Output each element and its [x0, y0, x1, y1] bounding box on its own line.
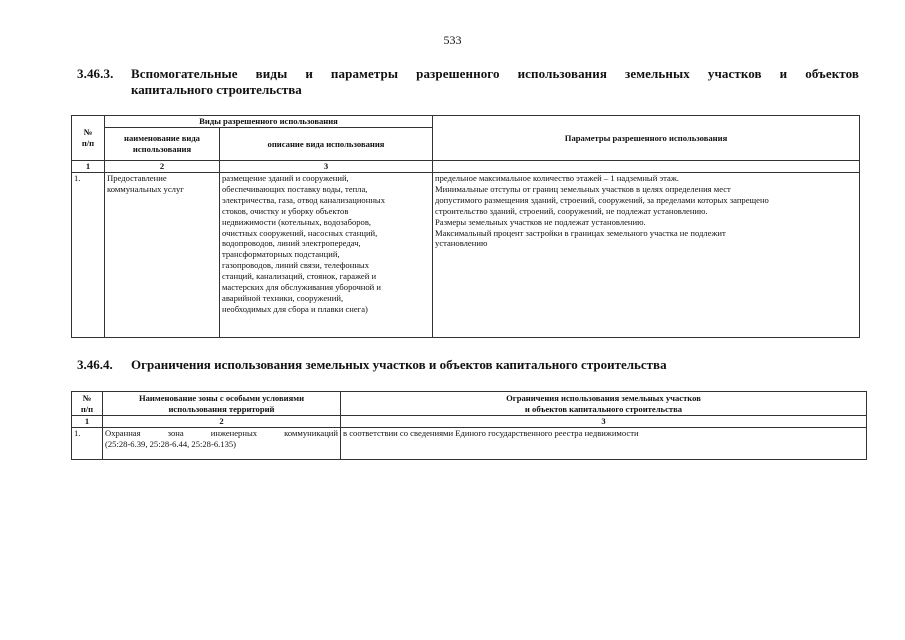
- description-line: электричества, газа, отвод канализационных: [222, 194, 385, 205]
- row-num: 1.: [72, 427, 103, 459]
- restriction-text: в соответствии со сведениями Единого государственного реестра недвижимости: [341, 427, 867, 459]
- header-params: Параметры разрешенного использования: [433, 116, 860, 161]
- description-line: очистных сооружений, насосных станций,: [222, 227, 378, 238]
- section-title-line2: капитального строительства: [131, 82, 302, 97]
- column-index: [433, 161, 860, 173]
- column-index: 1: [72, 416, 103, 428]
- zone-name-line1: Охранная зона инженерных коммуникаций: [105, 427, 338, 438]
- column-index: 2: [103, 416, 341, 428]
- description-line: обеспечивающих поставку воды, тепла,: [222, 183, 368, 194]
- section-number: 3.46.3.: [77, 66, 114, 81]
- description-line: трансформаторных подстанций,: [222, 249, 340, 260]
- section-heading-3-46-4: [77, 357, 859, 373]
- description-line: стоков, очистку и уборку объектов: [222, 205, 349, 216]
- restrictions-table: [71, 391, 867, 460]
- header-use-name: наименование вида использования: [105, 128, 220, 161]
- header-num: № п/п: [72, 392, 103, 416]
- header-restrictions-line1: Ограничения использования земельных участков: [506, 392, 701, 403]
- header-zone-line2: использования территорий: [168, 403, 275, 414]
- use-name: Предоставление коммунальных услуг: [105, 173, 220, 338]
- header-zone: [103, 392, 341, 416]
- description-line: недвижимости (котельных, водозаборов,: [222, 216, 372, 227]
- header-num: № п/п: [72, 116, 105, 161]
- section-title-line1: Вспомогательные виды и параметры разрешенного использования земельных участков и объектов: [131, 66, 859, 81]
- params-line: допустимого размещения зданий, строений, сооружений, за пределами которых запрещено: [435, 194, 769, 205]
- params-line: Минимальные отступы от границ земельных участков в целях определения мест: [435, 183, 731, 194]
- params-line: установлению: [435, 238, 488, 249]
- section-number: 3.46.4.: [77, 357, 113, 372]
- header-use-description: описание вида использования: [220, 128, 433, 161]
- column-index: 3: [341, 416, 867, 428]
- description-line: газопроводов, линий связи, телефонных: [222, 260, 369, 271]
- column-index: 1: [72, 161, 105, 173]
- header-restrictions-line2: и объектов капитального строительства: [524, 403, 683, 414]
- permitted-use-table: [71, 115, 860, 338]
- column-index: 2: [105, 161, 220, 173]
- use-params: [433, 173, 860, 338]
- table-row: [72, 173, 860, 338]
- description-line: мастерских для обслуживания уборочной и: [222, 282, 382, 293]
- header-use-types: Виды разрешенного использования: [105, 116, 433, 128]
- description-line: аварийной техники, сооружений,: [222, 292, 344, 303]
- page-number: 533: [443, 33, 462, 47]
- header-restrictions: [341, 392, 867, 416]
- row-num: 1.: [72, 173, 105, 338]
- description-line: необходимых для сбора и плавки снега): [222, 303, 368, 314]
- params-line: строительство зданий, строений, сооружений, не подлежат установлению.: [435, 205, 708, 216]
- table-row: [72, 427, 867, 459]
- description-line: размещение зданий и сооружений,: [222, 173, 349, 183]
- header-zone-line1: Наименование зоны с особыми условиями: [138, 392, 305, 403]
- description-line: водопроводов, линий электропередач,: [222, 238, 361, 249]
- params-line: Максимальный процент застройки в границах земельного участка не подлежит: [435, 227, 726, 238]
- zone-name-line2: (25:28-6.39, 25:28-6.44, 25:28-6.135): [105, 438, 237, 449]
- description-line: станций, канализаций, стоянок, гаражей и: [222, 271, 377, 282]
- params-line: Размеры земельных участков не подлежат установлению.: [435, 216, 646, 227]
- section-title: Ограничения использования земельных участков и объектов капитального строительства: [131, 357, 667, 372]
- column-index: 3: [220, 161, 433, 173]
- params-line: предельное максимальное количество этажей – 1 надземный этаж.: [435, 173, 679, 183]
- zone-name: [103, 427, 341, 459]
- section-heading-3-46-3: [77, 66, 859, 98]
- use-description: [220, 173, 433, 338]
